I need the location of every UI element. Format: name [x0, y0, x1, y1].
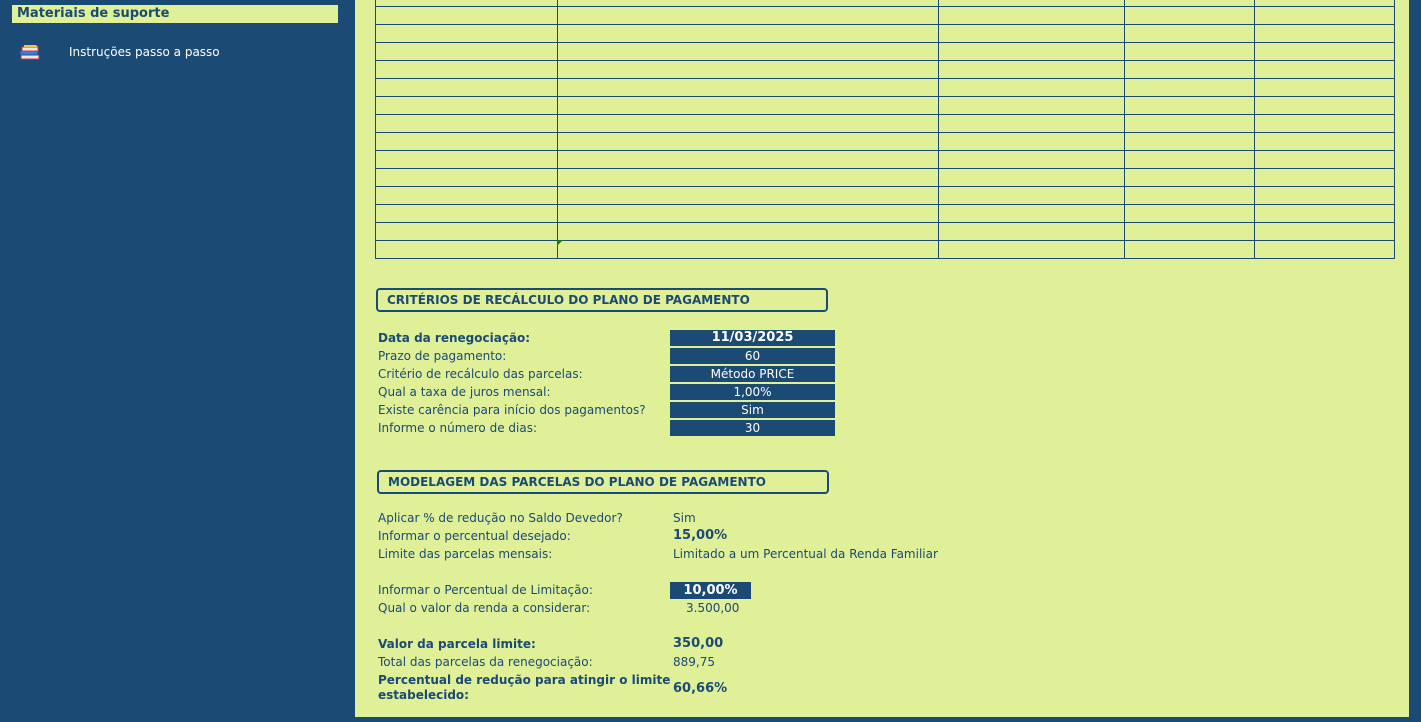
- carencia-value[interactable]: Sim: [670, 402, 835, 418]
- grid-cell[interactable]: [558, 61, 939, 79]
- grid-cell[interactable]: [939, 133, 1125, 151]
- grid-row: [376, 241, 1395, 259]
- instructions-link[interactable]: [18, 42, 318, 62]
- limite-parcelas-value[interactable]: Limitado a um Percentual da Renda Familiar: [673, 547, 938, 561]
- grid-cell[interactable]: [558, 151, 939, 169]
- grid-cell[interactable]: [558, 97, 939, 115]
- grid-cell[interactable]: [558, 43, 939, 61]
- modelagem-title: MODELAGEM DAS PARCELAS DO PLANO DE PAGAMENTO: [377, 470, 829, 494]
- grid-cell[interactable]: [939, 169, 1125, 187]
- parcela-limite-label: Valor da parcela limite:: [378, 637, 536, 651]
- valor-renda-label: Qual o valor da renda a considerar:: [378, 601, 591, 615]
- grid-cell[interactable]: [558, 205, 939, 223]
- grid-cell[interactable]: [376, 61, 558, 79]
- prazo-value[interactable]: 60: [670, 348, 835, 364]
- aplicar-reducao-value[interactable]: Sim: [673, 511, 696, 525]
- grid-cell[interactable]: [376, 43, 558, 61]
- grid-row: [376, 43, 1395, 61]
- grid-cell[interactable]: [1125, 151, 1255, 169]
- criterio-value[interactable]: Método PRICE: [670, 366, 835, 382]
- aplicar-reducao-label: Aplicar % de redução no Saldo Devedor?: [378, 511, 623, 525]
- grid-row: [376, 7, 1395, 25]
- grid-cell[interactable]: [1125, 133, 1255, 151]
- grid-cell[interactable]: [558, 79, 939, 97]
- percentual-reducao-value: 60,66%: [673, 681, 728, 696]
- grid-cell[interactable]: [376, 187, 558, 205]
- grid-row: [376, 205, 1395, 223]
- percentual-desejado-label: Informar o percentual desejado:: [378, 529, 571, 543]
- valor-renda-value[interactable]: 3.500,00: [686, 601, 740, 615]
- books-icon: [18, 43, 44, 61]
- grid-cell[interactable]: [376, 7, 558, 25]
- grid-cell[interactable]: [558, 223, 939, 241]
- grid-cell[interactable]: [1125, 43, 1255, 61]
- grid-cell[interactable]: [376, 115, 558, 133]
- grid-row: [376, 97, 1395, 115]
- grid-row: [376, 61, 1395, 79]
- grid-cell[interactable]: [939, 223, 1125, 241]
- grid-cell[interactable]: [376, 25, 558, 43]
- grid-cell[interactable]: [558, 115, 939, 133]
- grid-cell[interactable]: [1125, 187, 1255, 205]
- grid-row: [376, 25, 1395, 43]
- sidebar-header: Materiais de suporte: [12, 5, 338, 23]
- grid-cell[interactable]: [939, 241, 1125, 259]
- grid-cell[interactable]: [558, 169, 939, 187]
- grid-cell[interactable]: [558, 7, 939, 25]
- grid-cell[interactable]: [376, 133, 558, 151]
- numero-dias-value[interactable]: 30: [670, 420, 835, 436]
- grid-cell[interactable]: [1125, 97, 1255, 115]
- grid-row: [376, 133, 1395, 151]
- grid-cell[interactable]: [1255, 25, 1395, 43]
- grid-row: [376, 79, 1395, 97]
- grid-cell[interactable]: [1255, 241, 1395, 259]
- percentual-desejado-value[interactable]: 15,00%: [673, 528, 728, 543]
- grid-row: [376, 169, 1395, 187]
- grid-row: [376, 187, 1395, 205]
- grid-cell[interactable]: [558, 25, 939, 43]
- grid-cell[interactable]: [1125, 223, 1255, 241]
- grid-cell[interactable]: [939, 115, 1125, 133]
- grid-cell[interactable]: [1125, 79, 1255, 97]
- grid-cell[interactable]: [1255, 169, 1395, 187]
- grid-cell[interactable]: [558, 241, 939, 259]
- data-grid: [375, 0, 1395, 259]
- grid-cell[interactable]: [1255, 187, 1395, 205]
- prazo-label: Prazo de pagamento:: [378, 349, 507, 363]
- numero-dias-label: Informe o número de dias:: [378, 421, 537, 435]
- grid-cell[interactable]: [1125, 7, 1255, 25]
- total-parcelas-label: Total das parcelas da renegociação:: [378, 655, 593, 669]
- grid-cell[interactable]: [558, 187, 939, 205]
- total-parcelas-value: 889,75: [673, 655, 715, 669]
- grid-cell[interactable]: [1125, 205, 1255, 223]
- grid-cell[interactable]: [1125, 61, 1255, 79]
- grid-cell[interactable]: [1255, 223, 1395, 241]
- data-renegociacao-label: Data da renegociação:: [378, 331, 531, 345]
- spreadsheet: [355, 0, 1409, 717]
- grid-cell[interactable]: [376, 79, 558, 97]
- grid-row: [376, 151, 1395, 169]
- grid-cell[interactable]: [1255, 115, 1395, 133]
- grid-row: [376, 223, 1395, 241]
- grid-cell[interactable]: [1255, 79, 1395, 97]
- percentual-reducao-label-2: estabelecido:: [378, 688, 469, 702]
- grid-cell[interactable]: [939, 61, 1125, 79]
- grid-cell[interactable]: [939, 79, 1125, 97]
- cell-comment-marker: [557, 240, 563, 246]
- grid-cell[interactable]: [939, 25, 1125, 43]
- grid-cell[interactable]: [1255, 205, 1395, 223]
- criterio-label: Critério de recálculo das parcelas:: [378, 367, 583, 381]
- grid-cell[interactable]: [939, 151, 1125, 169]
- criterios-title: CRITÉRIOS DE RECÁLCULO DO PLANO DE PAGAMENTO: [376, 288, 828, 312]
- grid-cell[interactable]: [1255, 97, 1395, 115]
- data-renegociacao-value[interactable]: 11/03/2025: [670, 330, 835, 346]
- parcela-limite-value: 350,00: [673, 636, 724, 651]
- grid-cell[interactable]: [376, 151, 558, 169]
- percentual-limitacao-label: Informar o Percentual de Limitação:: [378, 583, 593, 597]
- grid-cell[interactable]: [939, 187, 1125, 205]
- grid-cell[interactable]: [939, 43, 1125, 61]
- grid-cell[interactable]: [376, 205, 558, 223]
- grid-cell[interactable]: [558, 133, 939, 151]
- grid-cell[interactable]: [376, 241, 558, 259]
- grid-cell[interactable]: [1255, 151, 1395, 169]
- grid-cell[interactable]: [939, 97, 1125, 115]
- percentual-limitacao-value[interactable]: 10,00%: [670, 582, 751, 599]
- taxa-juros-label: Qual a taxa de juros mensal:: [378, 385, 551, 399]
- grid-cell[interactable]: [376, 97, 558, 115]
- grid-cell[interactable]: [376, 223, 558, 241]
- grid-cell[interactable]: [1125, 241, 1255, 259]
- carencia-label: Existe carência para início dos pagamentos?: [378, 403, 646, 417]
- grid-cell[interactable]: [939, 7, 1125, 25]
- grid-cell[interactable]: [1125, 115, 1255, 133]
- taxa-juros-value[interactable]: 1,00%: [670, 384, 835, 400]
- grid-cell[interactable]: [939, 205, 1125, 223]
- grid-cell[interactable]: [1255, 133, 1395, 151]
- grid-cell[interactable]: [1255, 61, 1395, 79]
- grid-row: [376, 115, 1395, 133]
- sidebar: [0, 0, 355, 722]
- grid-cell[interactable]: [1125, 169, 1255, 187]
- grid-cell[interactable]: [376, 169, 558, 187]
- grid-cell[interactable]: [1255, 7, 1395, 25]
- grid-cell[interactable]: [1125, 25, 1255, 43]
- grid-cell[interactable]: [1255, 43, 1395, 61]
- instructions-link-label: Instruções passo a passo: [69, 45, 220, 59]
- limite-parcelas-label: Limite das parcelas mensais:: [378, 547, 553, 561]
- percentual-reducao-label-1: Percentual de redução para atingir o limite: [378, 673, 671, 687]
